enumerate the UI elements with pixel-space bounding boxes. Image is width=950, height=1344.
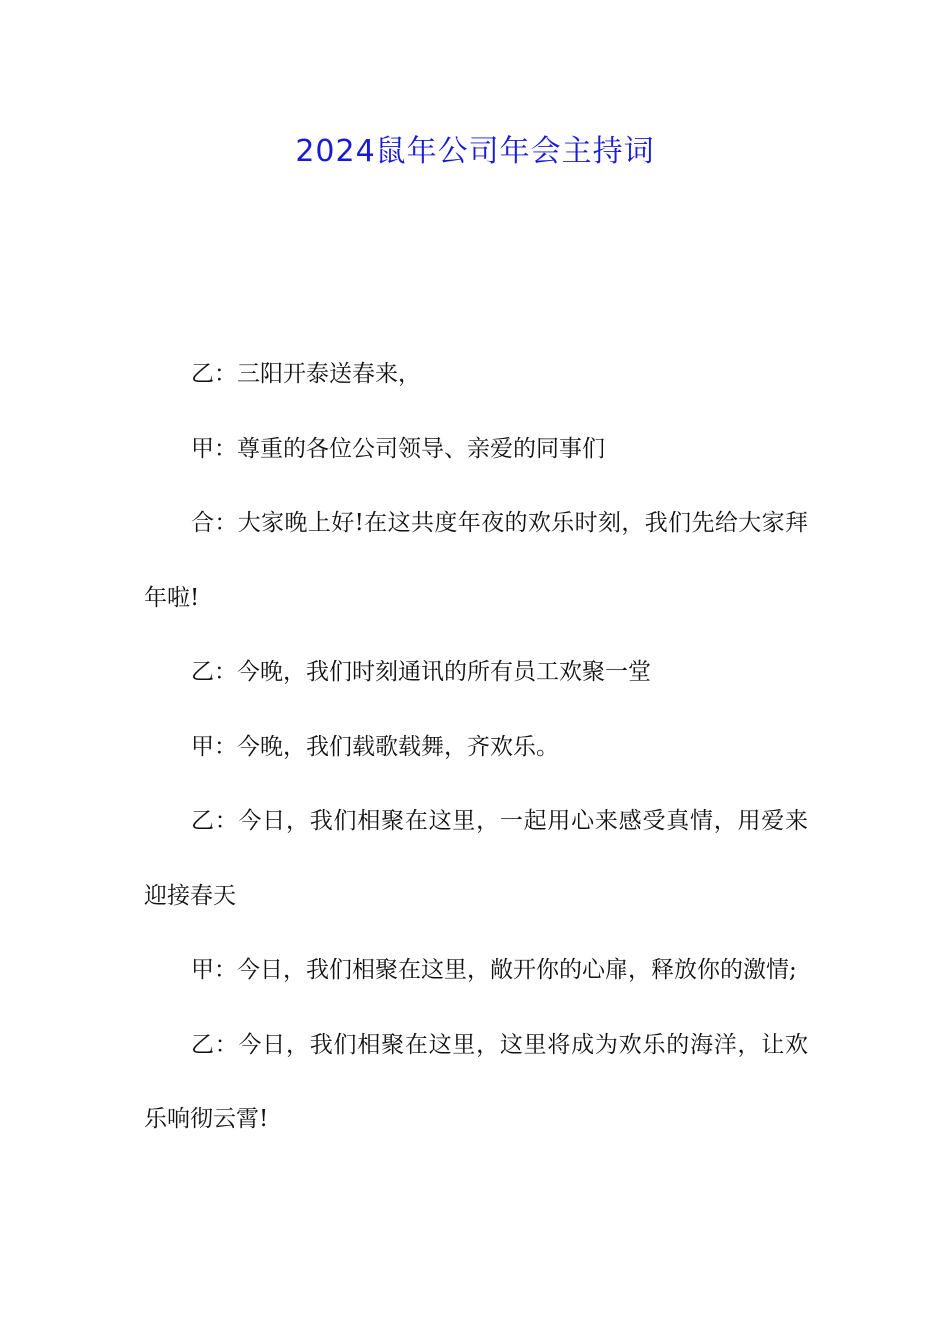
paragraph-4: 乙：今晚，我们时刻通讯的所有员工欢聚一堂 xyxy=(191,659,651,685)
paragraph-8: 乙：今日，我们相聚在这里，这里将成为欢乐的海洋，让欢乐响彻云霄! xyxy=(144,1031,808,1132)
paragraph-3: 合：大家晚上好!在这共度年夜的欢乐时刻，我们先给大家拜年啦! xyxy=(144,510,808,611)
paragraph-7: 甲：今日，我们相聚在这里，敞开你的心扉，释放你的激情; xyxy=(191,957,797,983)
paragraph-6: 乙：今日，我们相聚在这里，一起用心来感受真情，用爱来迎接春天 xyxy=(144,808,808,909)
paragraph-2: 甲：尊重的各位公司领导、亲爱的同事们 xyxy=(191,435,605,462)
paragraph-1: 乙：三阳开泰送春来， xyxy=(191,361,421,387)
document-body xyxy=(144,337,808,1157)
document-title: 2024鼠年公司年会主持词 xyxy=(295,134,655,169)
paragraph-5: 甲：今晚，我们载歌载舞，齐欢乐。 xyxy=(191,733,559,760)
